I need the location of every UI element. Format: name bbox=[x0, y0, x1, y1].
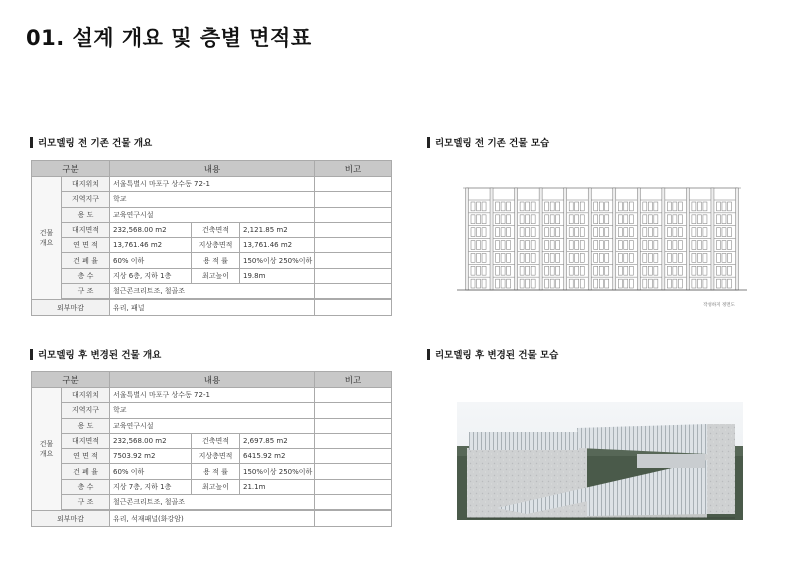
note-cell bbox=[315, 300, 392, 315]
after-spec-table bbox=[31, 371, 392, 527]
note-cell bbox=[315, 403, 392, 418]
row-label: 구 조 bbox=[62, 495, 110, 510]
table-header-row bbox=[32, 161, 392, 177]
table-row bbox=[32, 479, 392, 494]
note-cell bbox=[315, 207, 392, 222]
site-area-value: 232,568.00 m2 bbox=[110, 222, 192, 237]
row-label: 연 면 적 bbox=[62, 238, 110, 253]
before-elevation-drawing bbox=[457, 170, 747, 310]
table-row bbox=[32, 388, 392, 403]
note-cell bbox=[315, 192, 392, 207]
heading-bar bbox=[30, 349, 33, 360]
row-label: 외부마감 bbox=[32, 511, 110, 526]
row-label: 용 도 bbox=[62, 418, 110, 433]
zone-value: 학교 bbox=[110, 403, 315, 418]
row-label: 구 조 bbox=[62, 284, 110, 299]
before-image-title: 리모델링 전 기존 건물 모습 bbox=[435, 138, 550, 149]
row-label: 건 폐 율 bbox=[62, 253, 110, 268]
note-cell bbox=[315, 284, 392, 299]
header-note: 비고 bbox=[315, 372, 392, 388]
site-location-value: 서울특별시 마포구 상수동 72-1 bbox=[110, 177, 315, 192]
note-cell bbox=[315, 479, 392, 494]
row-label: 층 수 bbox=[62, 479, 110, 494]
table-row bbox=[32, 268, 392, 283]
exterior-value: 유리, 석재패널(화강암) bbox=[110, 511, 315, 526]
before-table-title: 리모델링 전 기존 건물 개요 bbox=[38, 138, 153, 149]
row-label: 최고높이 bbox=[192, 268, 240, 283]
page-title: 01. 설계 개요 및 층별 면적표 bbox=[26, 26, 312, 50]
row-label: 건 폐 율 bbox=[62, 464, 110, 479]
row-label: 대지위치 bbox=[62, 177, 110, 192]
site-area-value: 232,568.00 m2 bbox=[110, 433, 192, 448]
note-cell bbox=[315, 449, 392, 464]
row-label: 용 적 률 bbox=[192, 464, 240, 479]
note-cell bbox=[315, 222, 392, 237]
header-category: 구분 bbox=[32, 372, 110, 388]
row-label: 대지면적 bbox=[62, 433, 110, 448]
note-cell bbox=[315, 238, 392, 253]
row-label: 용 도 bbox=[62, 207, 110, 222]
total-floor-area-value: 7503.92 m2 bbox=[110, 449, 192, 464]
table-row bbox=[32, 207, 392, 222]
coverage-value: 60% 이하 bbox=[110, 253, 192, 268]
heading-bar bbox=[30, 137, 33, 148]
table-row bbox=[32, 464, 392, 479]
row-label: 층 수 bbox=[62, 268, 110, 283]
elevation-line-drawing bbox=[457, 170, 747, 310]
table-row bbox=[32, 449, 392, 464]
heading-bar bbox=[427, 137, 430, 148]
table-row bbox=[32, 418, 392, 433]
group-label-line1: 건물 bbox=[39, 440, 54, 449]
before-table-heading bbox=[30, 135, 152, 149]
table-row bbox=[32, 300, 392, 315]
table-header-row bbox=[32, 372, 392, 388]
floors-value: 지상 6층, 지하 1층 bbox=[110, 268, 192, 283]
zone-value: 학교 bbox=[110, 192, 315, 207]
table-row bbox=[32, 253, 392, 268]
after-table-heading bbox=[30, 347, 161, 361]
heading-bar bbox=[427, 349, 430, 360]
structure-value: 철근콘크리트조, 철골조 bbox=[110, 495, 315, 510]
after-building-render bbox=[457, 402, 743, 520]
table-row bbox=[32, 192, 392, 207]
table-row bbox=[32, 403, 392, 418]
floors-value: 지상 7층, 지하 1층 bbox=[110, 479, 192, 494]
note-cell bbox=[315, 464, 392, 479]
use-value: 교육연구시설 bbox=[110, 207, 315, 222]
row-label: 대지면적 bbox=[62, 222, 110, 237]
building-render-image bbox=[457, 402, 743, 520]
table-row bbox=[32, 495, 392, 510]
table-row bbox=[32, 177, 392, 192]
note-cell bbox=[315, 511, 392, 526]
group-label-line2: 개요 bbox=[39, 239, 54, 248]
elevation-caption: 작성하지 정면도 bbox=[703, 303, 735, 308]
after-table-title: 리모델링 후 변경된 건물 개요 bbox=[38, 350, 162, 361]
row-label: 지역지구 bbox=[62, 192, 110, 207]
row-label: 건축면적 bbox=[192, 433, 240, 448]
table-row bbox=[32, 511, 392, 526]
above-ground-area-value: 6415.92 m2 bbox=[240, 449, 315, 464]
far-value: 150%이상 250%이하 bbox=[240, 253, 315, 268]
group-label-cell bbox=[32, 388, 62, 511]
header-category: 구분 bbox=[32, 161, 110, 177]
before-image-heading bbox=[427, 135, 549, 149]
row-label: 연 면 적 bbox=[62, 449, 110, 464]
note-cell bbox=[315, 268, 392, 283]
row-label: 지상층면적 bbox=[192, 449, 240, 464]
row-label: 건축면적 bbox=[192, 222, 240, 237]
before-spec-table bbox=[31, 160, 392, 316]
note-cell bbox=[315, 495, 392, 510]
building-area-value: 2,697.85 m2 bbox=[240, 433, 315, 448]
table-row bbox=[32, 222, 392, 237]
coverage-value: 60% 이하 bbox=[110, 464, 192, 479]
after-image-heading bbox=[427, 347, 558, 361]
far-value: 150%이상 250%이하 bbox=[240, 464, 315, 479]
note-cell bbox=[315, 253, 392, 268]
row-label: 용 적 률 bbox=[192, 253, 240, 268]
table-row bbox=[32, 284, 392, 299]
group-label-cell bbox=[32, 177, 62, 300]
max-height-value: 21.1m bbox=[240, 479, 315, 494]
table-row bbox=[32, 238, 392, 253]
table-row bbox=[32, 433, 392, 448]
group-label-line2: 개요 bbox=[39, 450, 54, 459]
above-ground-area-value: 13,761.46 m2 bbox=[240, 238, 315, 253]
after-image-title: 리모델링 후 변경된 건물 모습 bbox=[435, 350, 559, 361]
site-location-value: 서울특별시 마포구 상수동 72-1 bbox=[110, 388, 315, 403]
note-cell bbox=[315, 433, 392, 448]
structure-value: 철근콘크리트조, 철골조 bbox=[110, 284, 315, 299]
max-height-value: 19.8m bbox=[240, 268, 315, 283]
header-content: 내용 bbox=[110, 161, 315, 177]
row-label: 지역지구 bbox=[62, 403, 110, 418]
exterior-value: 유리, 패널 bbox=[110, 300, 315, 315]
building-area-value: 2,121.85 m2 bbox=[240, 222, 315, 237]
total-floor-area-value: 13,761.46 m2 bbox=[110, 238, 192, 253]
row-label: 대지위치 bbox=[62, 388, 110, 403]
note-cell bbox=[315, 418, 392, 433]
note-cell bbox=[315, 388, 392, 403]
use-value: 교육연구시설 bbox=[110, 418, 315, 433]
row-label: 최고높이 bbox=[192, 479, 240, 494]
group-label-line1: 건물 bbox=[39, 229, 54, 238]
note-cell bbox=[315, 177, 392, 192]
header-note: 비고 bbox=[315, 161, 392, 177]
row-label: 지상층면적 bbox=[192, 238, 240, 253]
row-label: 외부마감 bbox=[32, 300, 110, 315]
header-content: 내용 bbox=[110, 372, 315, 388]
